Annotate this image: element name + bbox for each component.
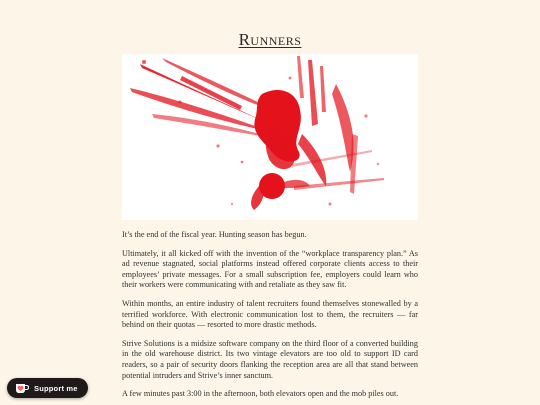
- story-body: [122, 230, 418, 400]
- story-paragraph: A few minutes past 3:00 in the afternoon, both elevators open and the mob piles out.: [122, 389, 399, 399]
- story-paragraph: Strive Solutions is a midsize software company on the third floor of a converted building in the old warehouse district. Its two vintage elevators are too old to support ID card readers, so a pair of security doors flanking the reception area are all that stand between potential intruders and Strive’s inner sanctum.: [122, 338, 418, 380]
- support-me-label: Support me: [34, 383, 78, 393]
- support-me-button[interactable]: [7, 378, 88, 398]
- hero-illustration: [122, 54, 418, 220]
- story-paragraph: It’s the end of the fiscal year. Hunting season has begun.: [122, 230, 307, 239]
- story-title: Runners: [238, 30, 302, 49]
- story-paragraph: Ultimately, it all kicked off with the invention of the “workplace transparency plan.” As ad revenue stagnated, social platforms instead offered corporate clients access to their employees’ private messages. For a small subscription fee, employers could learn who their workers were communicating with and retaliate as they saw fit.: [122, 248, 418, 290]
- coffee-cup-heart-icon: [15, 383, 29, 394]
- story-column: [122, 0, 418, 400]
- story-paragraph: Within months, an entire industry of talent recruiters found themselves stonewalled by a terrified workforce. With electronic communication lost to them, the recruiters — far behind on their quotas — resorted to more drastic methods.: [122, 298, 418, 330]
